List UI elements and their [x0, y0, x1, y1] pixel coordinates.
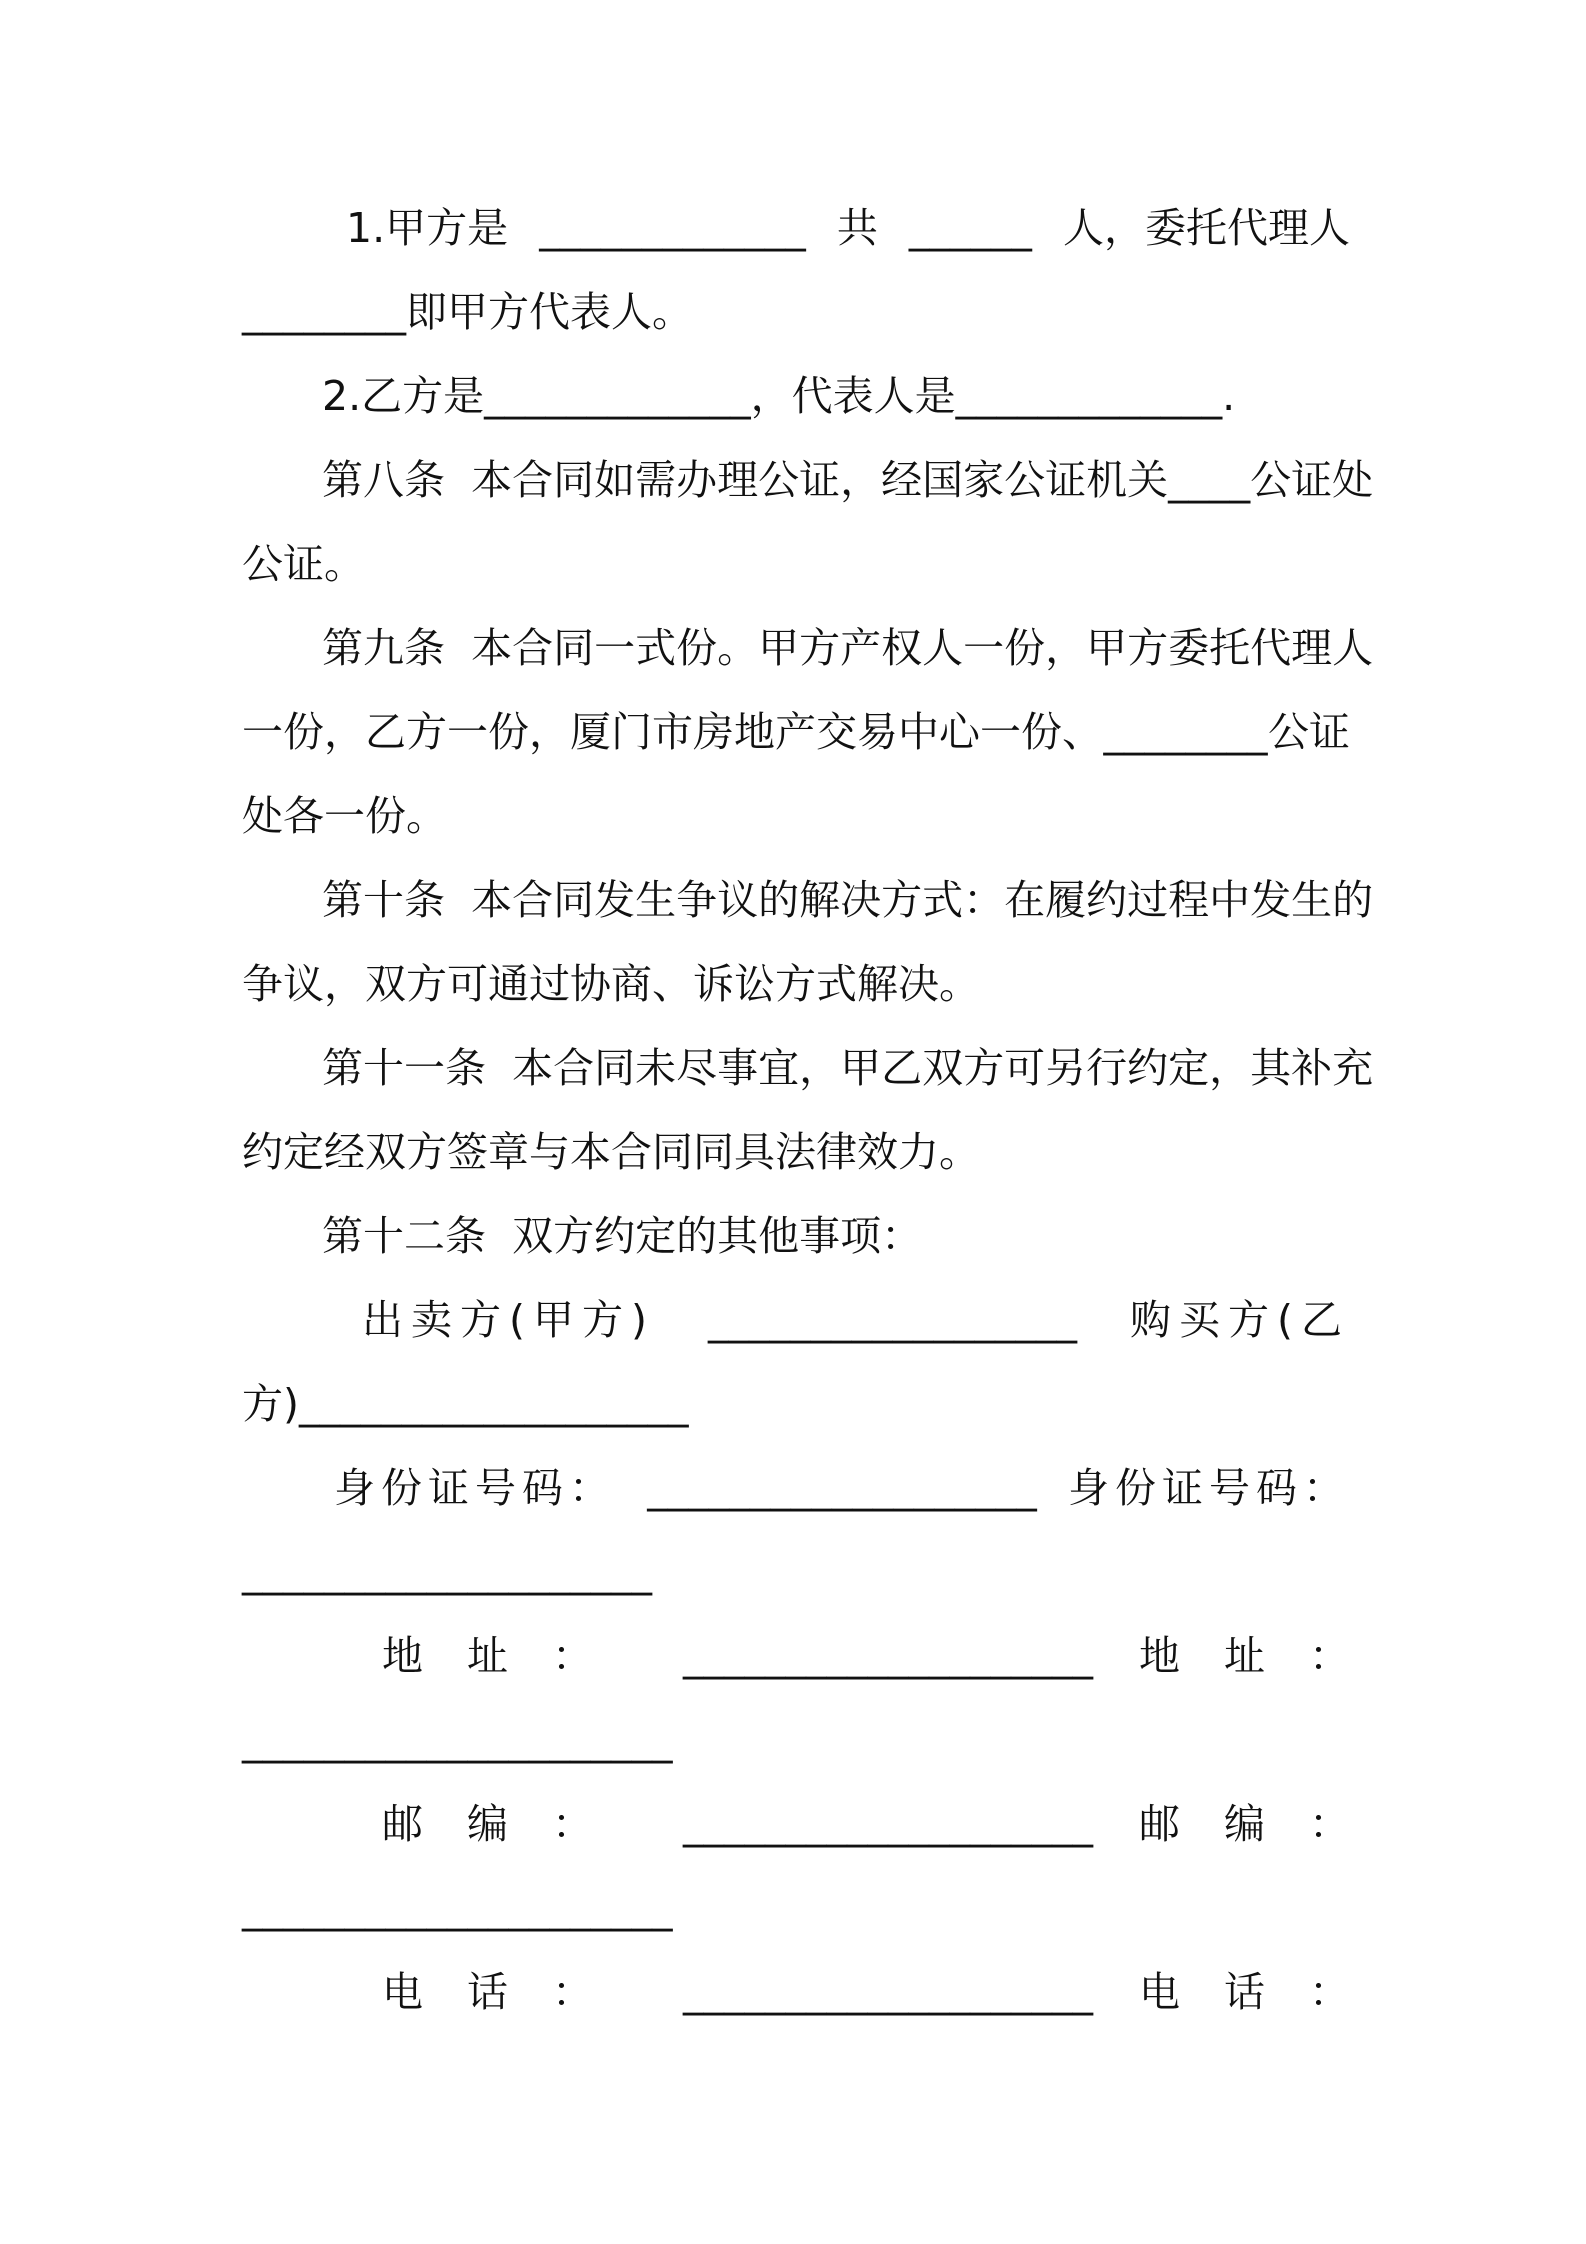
seller-buyer-line	[242, 1288, 1350, 1352]
party-a-name-blank: _____________	[539, 204, 806, 252]
seller-phone-label: 电话：	[382, 1968, 637, 2016]
party-b-label: 2.乙方是	[322, 372, 485, 420]
buyer-phone-label: 电话：	[1139, 1968, 1394, 2016]
party-a-line	[242, 196, 1350, 260]
buyer-line-continuation	[242, 1372, 1350, 1436]
seller-postcode-blank: ____________________	[683, 1800, 1093, 1848]
party-b-representative-blank: _____________	[955, 372, 1223, 420]
seller-phone-blank: ____________________	[683, 1968, 1093, 2016]
article-12-text: 第十二条 双方约定的其他事项：	[322, 1212, 923, 1260]
seller-blank: __________________	[708, 1296, 1077, 1344]
article-10-text: 第十条 本合同发生争议的解决方式：在履约过程中发生的	[322, 876, 1374, 924]
buyer-label-end: 方)	[242, 1380, 299, 1428]
article-10-line-2	[242, 952, 1350, 1016]
article-11-line-2	[242, 1120, 1350, 1184]
buyer-id-line	[242, 1540, 1350, 1604]
seller-address-blank: ____________________	[683, 1632, 1093, 1680]
article-11-text: 第十一条 本合同未尽事宜，甲乙双方可另行约定，其补充	[322, 1044, 1374, 1092]
article-8-text: 第八条 本合同如需办理公证，经国家公证机关	[322, 456, 1169, 504]
article-11-line-1	[242, 1036, 1374, 1100]
buyer-blank: ___________________	[299, 1380, 689, 1428]
article-8-office: 公证处	[1250, 456, 1374, 504]
buyer-address-label: 地址：	[1139, 1632, 1394, 1680]
article-9-copies: 一份，乙方一份，厦门市房地产交易中心一份、	[242, 708, 1103, 756]
seller-id-blank: ___________________	[647, 1464, 1037, 1512]
party-a-label: 1.甲方是	[346, 204, 509, 252]
party-b-representative-label: ，代表人是	[750, 372, 956, 420]
phone-line	[242, 1960, 1394, 2024]
article-9-continuation: 处各一份。	[242, 792, 447, 840]
party-b-name-blank: _____________	[484, 372, 751, 420]
article-11-continuation: 约定经双方签章与本合同同具法律效力。	[242, 1128, 980, 1176]
article-12-line	[242, 1204, 1350, 1268]
postcode-line	[242, 1792, 1394, 1856]
party-a-count-blank: ______	[908, 204, 1032, 252]
article-9-line-1	[242, 616, 1374, 680]
id-number-line	[242, 1456, 1350, 1520]
article-8-blank: ____	[1168, 456, 1251, 504]
article-8-line-1	[242, 448, 1374, 512]
party-a-representative-text: 即甲方代表人。	[406, 288, 693, 336]
party-a-representative-line	[242, 280, 1350, 344]
buyer-postcode-line	[242, 1876, 1350, 1940]
buyer-address-blank: _____________________	[242, 1716, 673, 1764]
party-b-line	[242, 364, 1350, 428]
article-10-line-1	[242, 868, 1374, 932]
buyer-id-blank: ____________________	[242, 1548, 652, 1596]
article-9-text: 第九条 本合同一式份。甲方产权人一份，甲方委托代理人	[322, 624, 1374, 672]
article-9-line-2	[242, 700, 1350, 764]
party-a-representative-blank: ________	[242, 288, 406, 336]
article-8-line-2	[242, 532, 1350, 596]
seller-postcode-label: 邮编：	[382, 1800, 637, 1848]
buyer-address-line	[242, 1708, 1350, 1772]
party-a-agent-label: 人，委托代理人	[1063, 204, 1350, 252]
buyer-label: 购买方(乙	[1130, 1296, 1350, 1344]
party-b-period: .	[1222, 372, 1236, 420]
seller-label: 出卖方(甲方)	[362, 1296, 655, 1344]
seller-address-label: 地址：	[382, 1632, 637, 1680]
article-8-continuation: 公证。	[242, 540, 365, 588]
buyer-postcode-label: 邮编：	[1139, 1800, 1394, 1848]
article-9-blank: ________	[1103, 708, 1268, 756]
seller-id-label: 身份证号码：	[334, 1464, 616, 1512]
buyer-id-label: 身份证号码：	[1068, 1464, 1350, 1512]
party-a-count-label: 共	[836, 204, 878, 252]
article-9-line-3	[242, 784, 1350, 848]
article-9-notary: 公证	[1268, 708, 1350, 756]
article-10-continuation: 争议，双方可通过协商、诉讼方式解决。	[242, 960, 980, 1008]
address-line	[242, 1624, 1394, 1688]
buyer-postcode-blank: _____________________	[242, 1884, 673, 1932]
